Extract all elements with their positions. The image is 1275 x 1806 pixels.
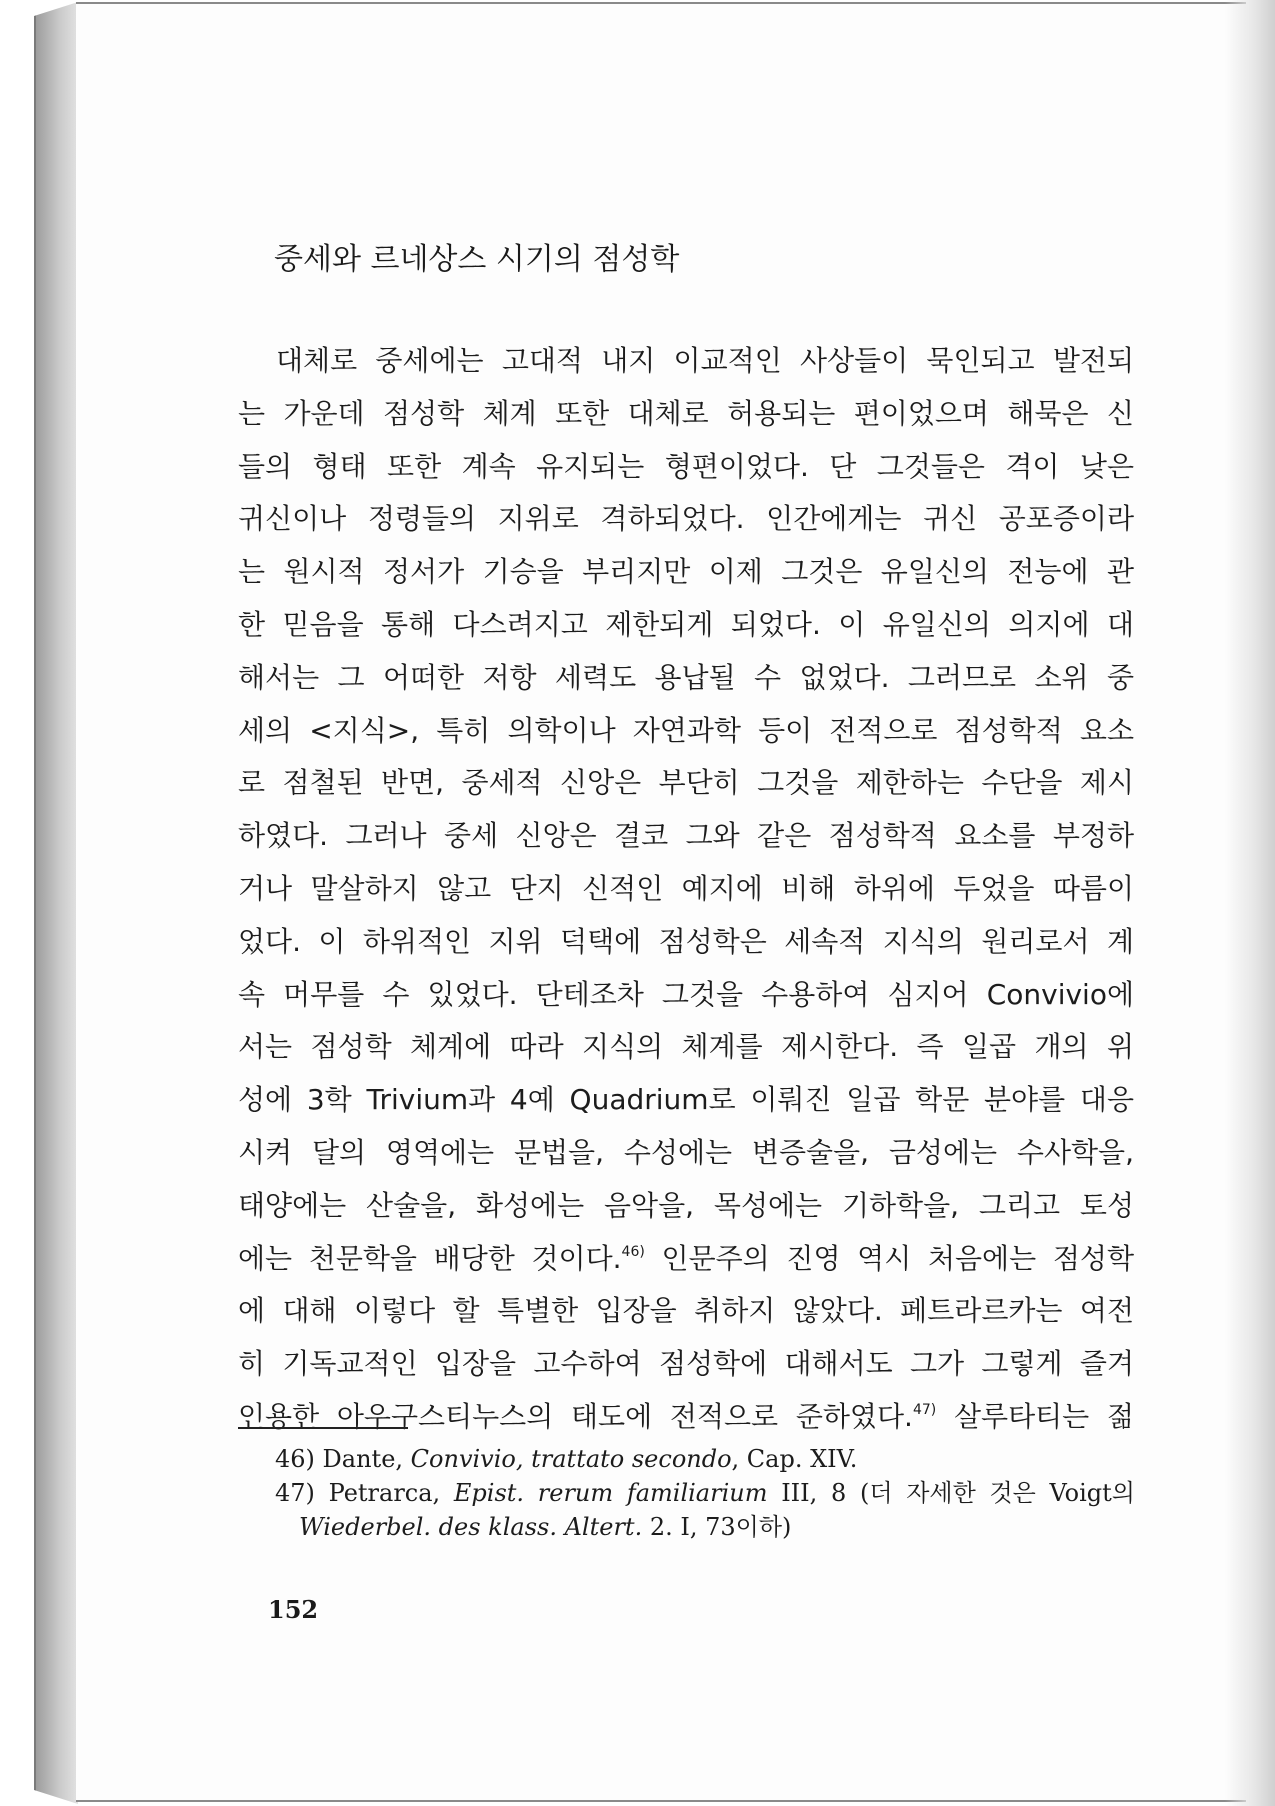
footnote-46 [275,1442,1135,1476]
footnote-47 [275,1476,1135,1510]
body-line: 태양에는 산술을, 화성에는 음악을, 목성에는 기하학을, 그리고 토성 [238,1188,1134,1222]
footnote-author: Dante, [322,1445,404,1473]
body-line: 대체로 중세에는 고대적 내지 이교적인 사상들이 묵인되고 발전되 [276,344,1134,377]
page-number: 152 [268,1595,319,1624]
footnote-47-continuation [275,1510,1135,1544]
body-line: 는 원시적 정서가 기승을 부리지만 이제 그것은 유일신의 전능에 관 [238,555,1134,589]
footnote-number: 46) [275,1445,315,1473]
footnote-ref-47[interactable]: 47) [912,1401,937,1418]
body-paragraph [238,335,1134,1444]
body-line-with-ref [238,1391,1134,1444]
body-line: 히 기독교적인 입장을 고수하여 점성학에 대해서도 그가 그렇게 즐겨 [238,1347,1134,1381]
body-line: 거나 말살하지 않고 단지 신적인 예지에 비해 하위에 두었을 따름이 [238,871,1134,905]
footnote-rest: III, 8 (더 자세한 것은 Voigt의 [781,1479,1135,1507]
footnote-rest: , Cap. XIV. [731,1445,858,1473]
body-line: 한 믿음을 통해 다스려지고 제한되게 되었다. 이 유일신의 의지에 대 [238,607,1134,641]
body-line: 었다. 이 하위적인 지위 덕택에 점성학은 세속적 지식의 원리로서 계 [238,924,1134,958]
body-line: 귀신이나 정령들의 지위로 격하되었다. 인간에게는 귀신 공포증이라 [238,502,1134,536]
page-edge-shadow [1225,0,1275,1806]
body-line: 하였다. 그러나 중세 신앙은 결코 그와 같은 점성학적 요소를 부정하 [238,819,1134,853]
body-line-text: 에는 천문학을 배당한 것이다. [238,1241,622,1275]
footnote-title: Convivio, trattato secondo [410,1445,732,1473]
running-head: 중세와 르네상스 시기의 점성학 [274,242,680,277]
body-line: 는 가운데 점성학 체계 또한 대체로 허용되는 편이었으며 해묵은 신 [238,396,1134,430]
book-spine [34,2,78,1804]
footnote-number: 47) [275,1479,315,1507]
footnote-rule [238,1427,408,1429]
body-line: 속 머무를 수 있었다. 단테조차 그것을 수용하여 심지어 Convivio에 [238,977,1134,1011]
footnote-title: Wiederbel. des klass. Altert. [299,1513,643,1541]
body-line: 시켜 달의 영역에는 문법을, 수성에는 변증술을, 금성에는 수사학을, [238,1135,1134,1169]
body-line-text: 인용한 아우구스티누스의 태도에 전적으로 준하였다. [238,1399,913,1433]
footnote-title: Epist. rerum familiarium [453,1479,768,1507]
body-line: 해서는 그 어떠한 저항 세력도 용납될 수 없었다. 그러므로 소위 중 [238,660,1134,694]
footnote-rest: 2. I, 73이하) [649,1513,792,1541]
body-line: 서는 점성학 체계에 따라 지식의 체계를 제시한다. 즉 일곱 개의 위 [238,1030,1134,1064]
body-line: 성에 3학 Trivium과 4예 Quadrium로 이뤄진 일곱 학문 분야를 대응 [238,1083,1134,1117]
body-line-with-ref [238,1233,1134,1286]
body-line: 로 점철된 반면, 중세적 신앙은 부단히 그것을 제한하는 수단을 제시 [238,766,1134,800]
body-line: 들의 형태 또한 계속 유지되는 형편이었다. 단 그것들은 격이 낮은 [238,449,1134,483]
body-line-text: 인문주의 진영 역시 처음에는 점성학 [661,1241,1134,1275]
footnotes [275,1442,1135,1544]
body-line: 세의 <지식>, 특히 의학이나 자연과학 등이 전적으로 점성학적 요소 [238,713,1134,747]
body-line: 에 대해 이렇다 할 특별한 입장을 취하지 않았다. 페트라르카는 여전 [238,1294,1134,1328]
footnote-author: Petrarca, [328,1479,441,1507]
body-line-text: 살루타티는 젊 [953,1399,1134,1433]
footnote-ref-46[interactable]: 46) [621,1243,645,1260]
